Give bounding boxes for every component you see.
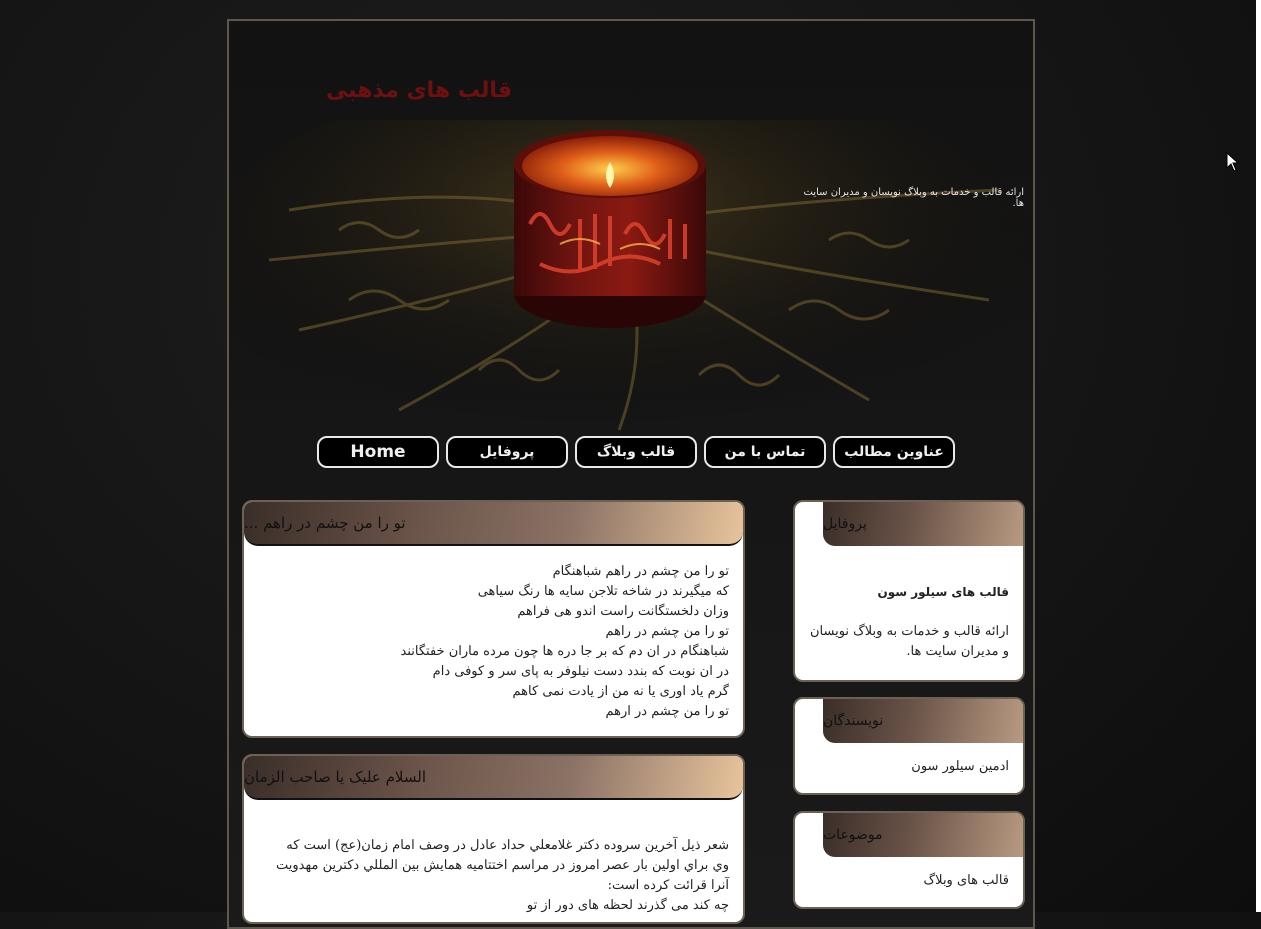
sidebar-profile-box bbox=[793, 500, 1025, 682]
profile-description: ارائه قالب و خدمات به وبلاگ نویسان و مدیران سایت ها. bbox=[809, 624, 1009, 659]
mouse-cursor-icon bbox=[1226, 152, 1240, 172]
post-line: چه کند می گذرند لحظه های دور از تو bbox=[526, 898, 729, 913]
post-line: تو را من چشم در راهم شباهنگام bbox=[552, 564, 729, 579]
post-card bbox=[242, 754, 745, 924]
post-line: گرم یاد اوری یا نه من از یادت نمی کاهم bbox=[512, 684, 729, 699]
sidebar-categories-box bbox=[793, 811, 1025, 909]
site-title[interactable]: قالب های مذهبی bbox=[326, 78, 513, 103]
category-link[interactable]: قالب های وبلاگ bbox=[923, 873, 1009, 888]
post-line: که میگیرند در شاخه تلاجن سایه ها رنگ سیاهی bbox=[477, 584, 729, 599]
sidebar-authors-body bbox=[795, 743, 1023, 777]
nav-titles-button[interactable]: عناوین مطالب bbox=[833, 436, 955, 468]
post-line: آنرا قرائت كرده است: bbox=[607, 878, 729, 893]
post-line: تو را من چشم در راهم bbox=[605, 624, 729, 639]
nav-home-button[interactable]: Home bbox=[317, 436, 439, 468]
post-line: وزان دلخستگانت راست اندو هی فراهم bbox=[517, 604, 729, 619]
post-line: شباهنگام در ان دم که بر جا دره ها چون مرده ماران خفتگانند bbox=[400, 644, 729, 659]
sidebar-profile-body bbox=[795, 546, 1023, 662]
candle-lantern-icon bbox=[500, 124, 720, 339]
post-body bbox=[244, 546, 743, 722]
sidebar-categories-body bbox=[795, 857, 1023, 891]
nav-templates-button[interactable]: قالب وبلاگ bbox=[575, 436, 697, 468]
post-line: در ان نوبت که بندد دست نیلوفر به پای سر و کوفی دام bbox=[432, 664, 729, 679]
post-body bbox=[244, 800, 743, 916]
sidebar-authors-box bbox=[793, 697, 1025, 795]
post-card bbox=[242, 500, 745, 738]
post-line: شعر ذيل آخرين سروده دكتر غلامعلي حداد عادل در وصف امام زمان(عج) است كه bbox=[286, 838, 729, 853]
post-line: تو را من چشم در ارهم bbox=[605, 704, 729, 719]
sidebar-authors-title: نویسندگان bbox=[823, 699, 1023, 743]
window-edge bbox=[1256, 0, 1261, 912]
sidebar-categories-title: موضوعات bbox=[823, 813, 1023, 857]
post-line: وي براي اولين بار عصر امروز در مراسم اختتاميه همايش بين المللي دكترين مهدويت bbox=[276, 858, 729, 873]
profile-name[interactable]: قالب های سیلور سون bbox=[877, 585, 1009, 599]
sidebar-profile-title: پروفایل bbox=[823, 502, 1023, 546]
nav-profile-button[interactable]: پروفایل bbox=[446, 436, 568, 468]
nav-contact-button[interactable]: تماس با من bbox=[704, 436, 826, 468]
post-title[interactable]: السلام علیک یا صاحب الزمان bbox=[244, 756, 743, 800]
site-description: ارائه قالب و خدمات به وبلاگ نویسان و مدیران سایت ها. bbox=[803, 187, 1024, 209]
author-link[interactable]: ادمین سیلور سون bbox=[911, 759, 1009, 774]
post-title[interactable]: تو را من چشم در راهم ... bbox=[244, 502, 743, 546]
